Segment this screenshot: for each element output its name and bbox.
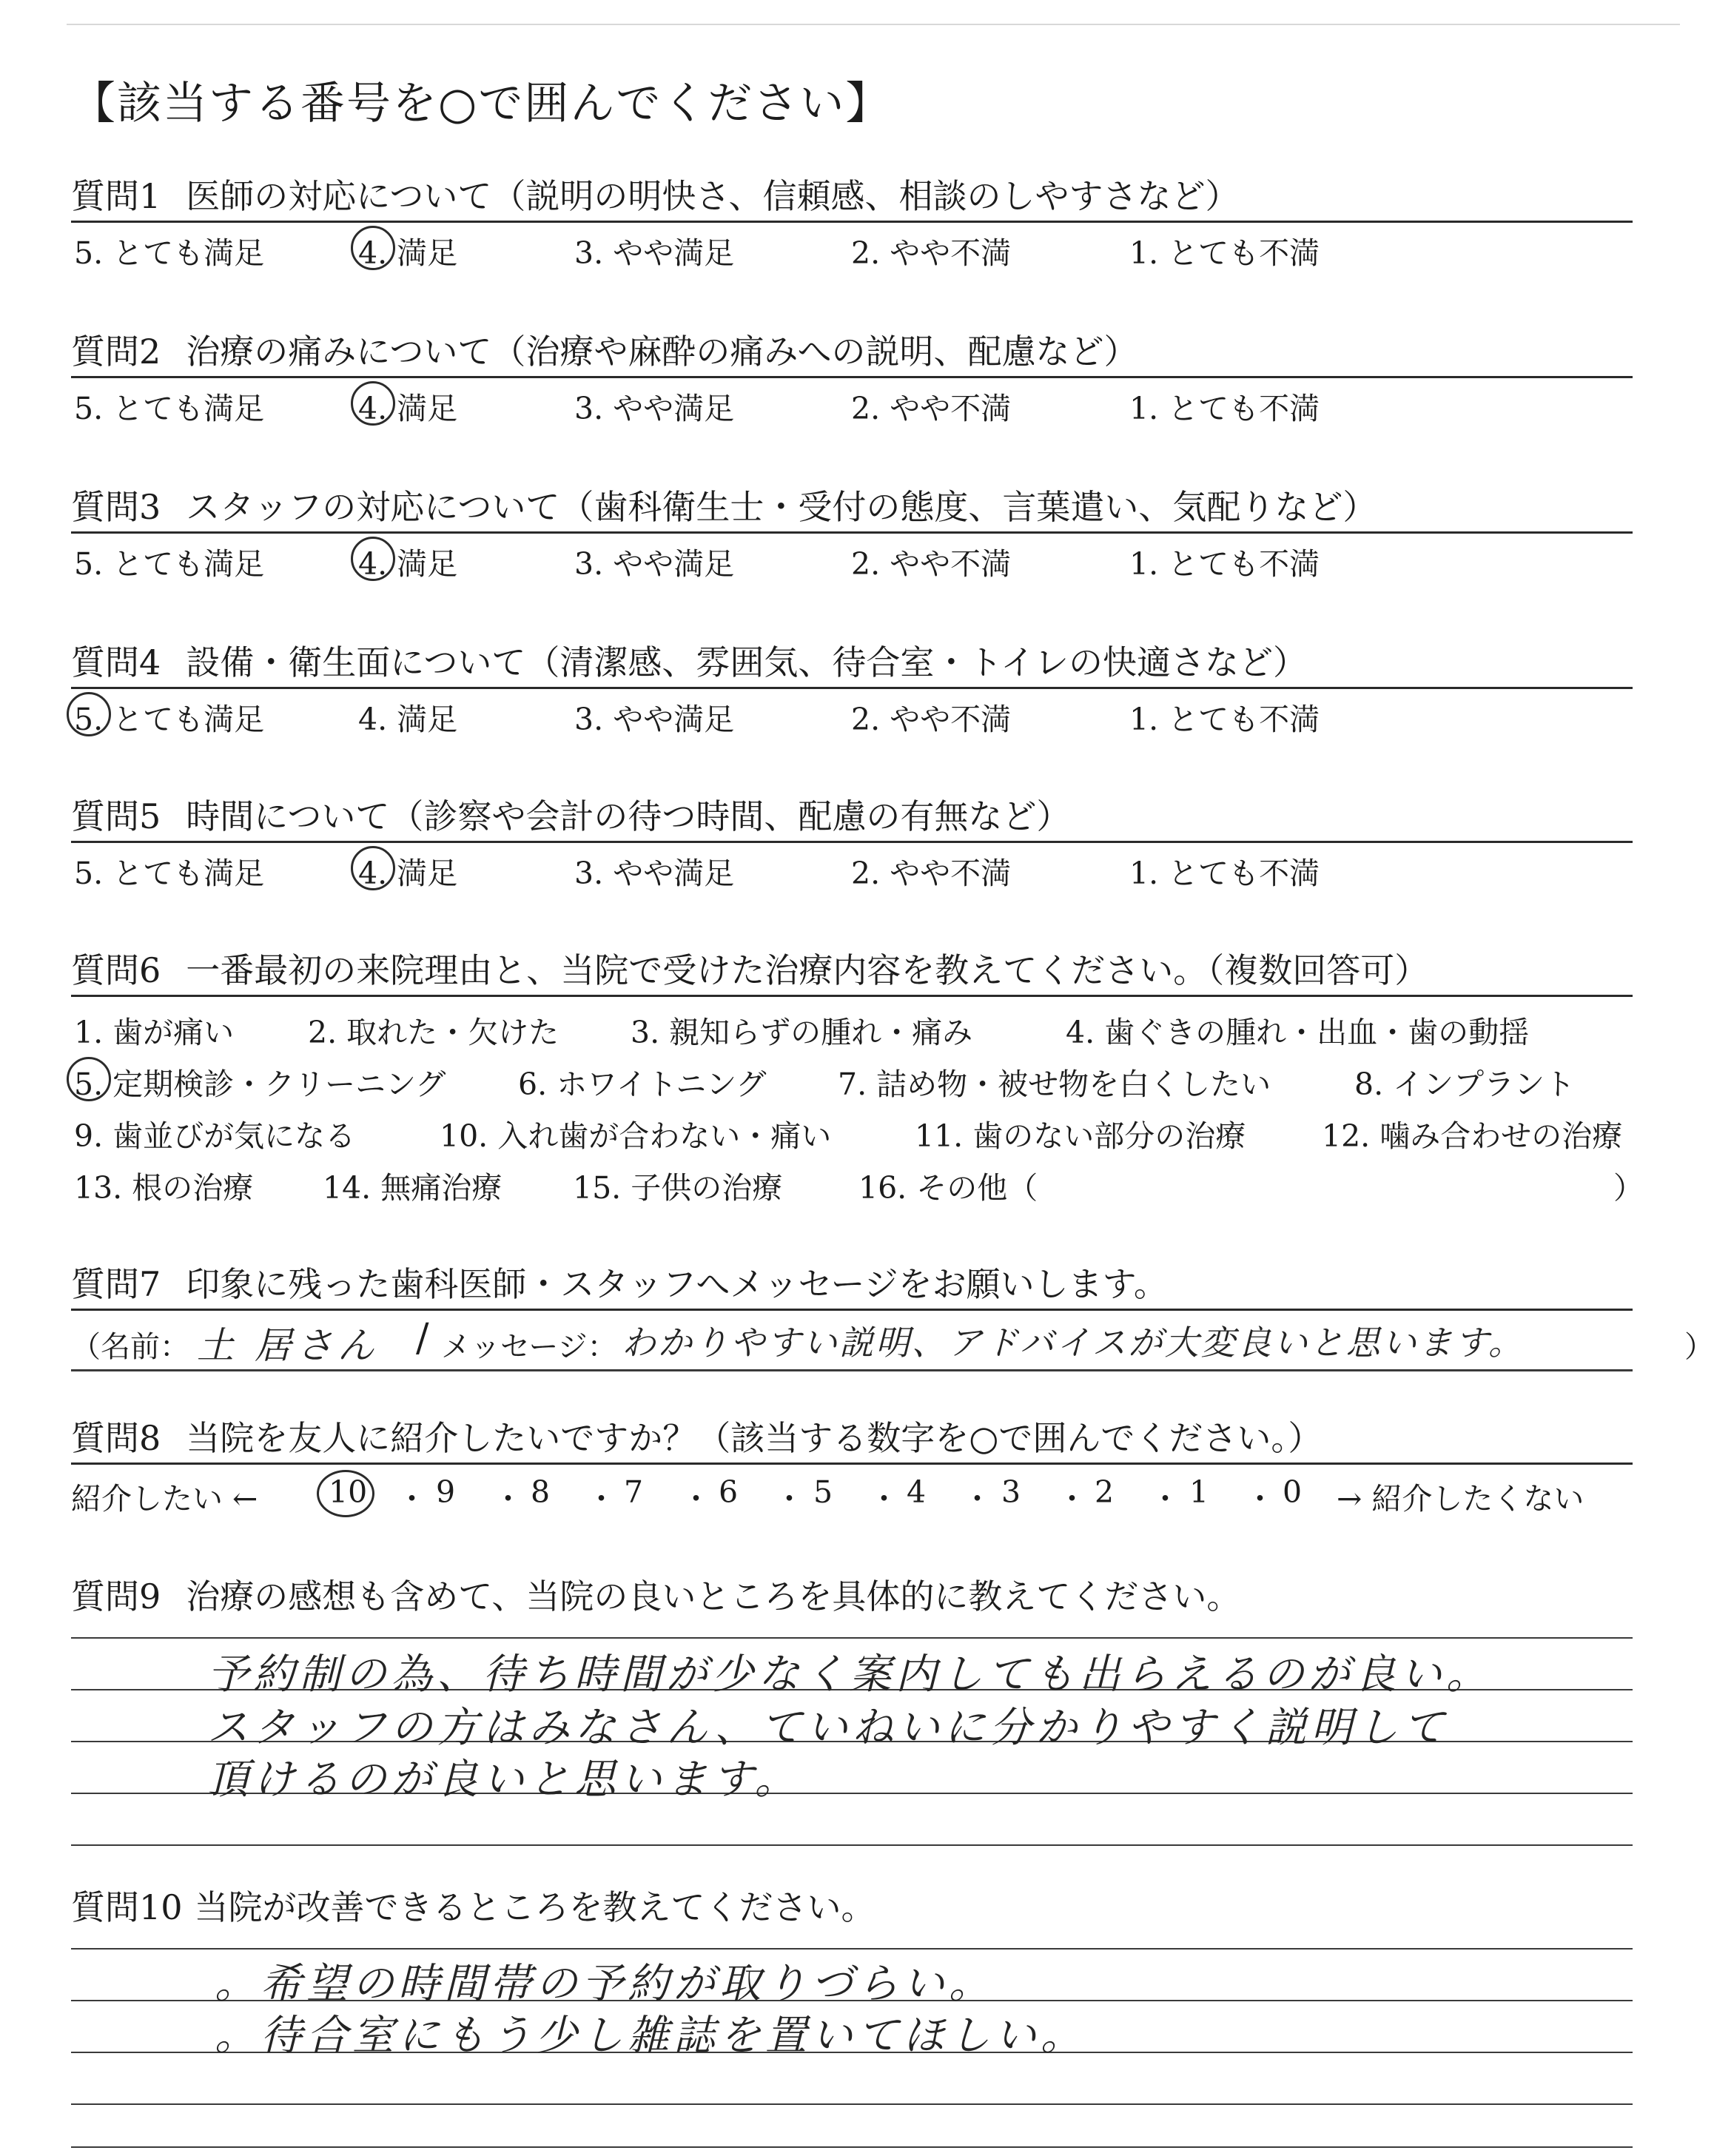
underline <box>71 221 1633 223</box>
option-5[interactable]: 5. とても満足 <box>74 235 265 271</box>
option-1[interactable]: 1. とても不満 <box>1129 856 1320 891</box>
reason-11[interactable]: 11. 歯のない部分の治療 <box>915 1118 1246 1154</box>
scale-separator: ・ <box>397 1481 427 1517</box>
option-2[interactable]: 2. やや不満 <box>851 235 1012 271</box>
question-title: 治療の感想も含めて、当院の良いところを具体的に教えてください。 <box>186 1576 1241 1616</box>
question-number: 質問2 <box>71 332 161 372</box>
message-close-paren: ） <box>1684 1330 1714 1364</box>
reason-5[interactable]: 5. 定期検診・クリーニング <box>74 1060 446 1104</box>
scale-7[interactable]: 7 <box>623 1474 644 1510</box>
option-3[interactable]: 3. やや満足 <box>574 235 735 271</box>
name-slash: / <box>416 1316 429 1360</box>
option-2[interactable]: 2. やや不満 <box>851 702 1012 737</box>
message-line <box>71 1316 1714 1368</box>
reason-7[interactable]: 7. 詰め物・被せ物を白くしたい <box>838 1067 1271 1102</box>
handwritten-improvement-line-2[interactable]: 。待合室にもう少し雑誌を置いてほしい。 <box>215 2012 1086 2060</box>
options <box>71 695 1633 739</box>
reason-8[interactable]: 8. インプラント <box>1354 1067 1576 1102</box>
message-underline <box>71 1369 1633 1371</box>
underline <box>71 841 1633 843</box>
scale-10[interactable]: 10 <box>329 1474 368 1510</box>
question-8 <box>71 1417 1633 1465</box>
option-4[interactable]: 4. 満足 <box>358 540 457 583</box>
question-title: 医師の対応について（説明の明快さ、信頼感、相談のしやすさなど） <box>186 176 1240 216</box>
option-4[interactable]: 4. 満足 <box>358 384 457 428</box>
question-title: 当院を友人に紹介したいですか？（該当する数字を○で囲んでください。） <box>186 1418 1323 1458</box>
scale-separator: ・ <box>774 1481 804 1517</box>
question-number: 質問3 <box>71 487 161 527</box>
question-number: 質問5 <box>71 796 161 836</box>
reason-2[interactable]: 2. 取れた・欠けた <box>308 1015 559 1050</box>
option-2[interactable]: 2. やや不満 <box>851 856 1012 891</box>
reason-6[interactable]: 6. ホワイトニング <box>518 1067 767 1102</box>
question-number: 質問4 <box>71 642 161 682</box>
underline <box>71 1309 1633 1311</box>
handwritten-improvement-line-1[interactable]: 。希望の時間帯の予約が取りづらい。 <box>215 1960 995 2008</box>
option-3[interactable]: 3. やや満足 <box>574 856 735 891</box>
question-title: 一番最初の来院理由と、当院で受けた治療内容を教えてください。（複数回答可） <box>186 950 1429 990</box>
options <box>71 540 1633 584</box>
question-number: 質問7 <box>71 1264 161 1304</box>
option-4[interactable]: 4. 満足 <box>358 702 458 737</box>
scale-separator: ・ <box>869 1481 899 1517</box>
reason-1[interactable]: 1. 歯が痛い <box>74 1015 235 1050</box>
scale-9[interactable]: 9 <box>435 1474 456 1510</box>
option-1[interactable]: 1. とても不満 <box>1129 546 1320 582</box>
scale-4[interactable]: 4 <box>906 1474 927 1510</box>
question-6 <box>71 949 1633 997</box>
question-1 <box>71 175 1633 273</box>
question-number: 質問10 <box>71 1887 183 1927</box>
question-4 <box>71 641 1633 739</box>
recommend-scale <box>71 1474 1633 1519</box>
option-5[interactable]: 5. とても満足 <box>74 546 265 582</box>
reason-14[interactable]: 14. 無痛治療 <box>323 1170 503 1206</box>
question-10 <box>71 1886 1633 1929</box>
underline <box>71 376 1633 378</box>
scale-5[interactable]: 5 <box>813 1474 833 1510</box>
handwritten-answer-line-3[interactable]: 頂けるのが良いと思います。 <box>207 1756 801 1804</box>
handwritten-name[interactable]: 土 居さん <box>197 1324 379 1367</box>
underline <box>71 531 1633 534</box>
scale-6[interactable]: 6 <box>718 1474 739 1510</box>
scale-separator: ・ <box>1245 1481 1275 1517</box>
scale-separator: ・ <box>681 1481 711 1517</box>
handwritten-message[interactable]: わかりやすい説明、アドバイスが大変良いと思います。 <box>622 1323 1525 1363</box>
writing-line <box>71 1844 1633 1846</box>
reason-16[interactable]: 16. その他（ <box>858 1170 1038 1206</box>
scale-separator: ・ <box>1057 1481 1087 1517</box>
question-5 <box>71 795 1633 893</box>
scale-separator: ・ <box>1150 1481 1180 1517</box>
question-number: 質問9 <box>71 1576 161 1616</box>
reason-4[interactable]: 4. 歯ぐきの腫れ・出血・歯の動揺 <box>1066 1015 1530 1050</box>
option-4[interactable]: 4. 満足 <box>358 849 457 893</box>
option-2[interactable]: 2. やや不満 <box>851 546 1012 582</box>
options <box>71 849 1633 893</box>
question-title: 設備・衛生面について（清潔感、雰囲気、待合室・トイレの快適さなど） <box>186 642 1308 682</box>
message-label: メッセージ： <box>441 1330 617 1364</box>
question-number: 質問1 <box>71 176 161 216</box>
reason-12[interactable]: 12. 噛み合わせの治療 <box>1322 1118 1623 1154</box>
scale-separator: ・ <box>493 1481 523 1517</box>
reason-9[interactable]: 9. 歯並びが気になる <box>74 1118 356 1154</box>
top-rule <box>67 24 1680 25</box>
option-3[interactable]: 3. やや満足 <box>574 391 735 426</box>
scale-1[interactable]: 1 <box>1189 1474 1209 1510</box>
option-5[interactable]: 5. とても満足 <box>74 695 264 739</box>
scale-left-label: 紹介したい ← <box>71 1481 258 1517</box>
scale-separator: ・ <box>586 1481 616 1517</box>
question-title: 当院が改善できるところを教えてください。 <box>194 1887 876 1927</box>
underline <box>71 995 1633 997</box>
reason-16-close-paren: ） <box>1613 1170 1644 1206</box>
question-7 <box>71 1263 1633 1311</box>
question-3 <box>71 486 1633 584</box>
question-9 <box>71 1575 1633 1618</box>
reason-3[interactable]: 3. 親知らずの腫れ・痛み <box>631 1015 973 1050</box>
option-5[interactable]: 5. とても満足 <box>74 856 265 891</box>
writing-line <box>71 1948 1633 1950</box>
question-number: 質問6 <box>71 950 161 990</box>
scale-3[interactable]: 3 <box>1001 1474 1021 1510</box>
option-3[interactable]: 3. やや満足 <box>574 702 735 737</box>
reason-13[interactable]: 13. 根の治療 <box>74 1170 254 1206</box>
option-2[interactable]: 2. やや不満 <box>851 391 1012 426</box>
question-title: 治療の痛みについて（治療や麻酔の痛みへの説明、配慮など） <box>186 332 1138 372</box>
option-1[interactable]: 1. とても不満 <box>1129 702 1320 737</box>
scale-0[interactable]: 0 <box>1282 1474 1303 1510</box>
option-1[interactable]: 1. とても不満 <box>1129 235 1320 271</box>
writing-line <box>71 2146 1633 2148</box>
option-1[interactable]: 1. とても不満 <box>1129 391 1320 426</box>
writing-line <box>71 1637 1633 1639</box>
writing-line <box>71 2103 1633 2105</box>
scale-2[interactable]: 2 <box>1094 1474 1115 1510</box>
form-instruction-header: 【該当する番号を○で囲んでください】 <box>71 78 892 130</box>
handwritten-answer-line-2[interactable]: スタッフの方はみなさん、ていねいに分かりやすく説明して <box>207 1704 1449 1752</box>
reason-10[interactable]: 10. 入れ歯が合わない・痛い <box>440 1118 832 1154</box>
question-title: スタッフの対応について（歯科衛生士・受付の態度、言葉遣い、気配りなど） <box>186 487 1377 527</box>
options <box>71 384 1633 429</box>
underline <box>71 1462 1633 1465</box>
option-5[interactable]: 5. とても満足 <box>74 391 265 426</box>
question-number: 質問8 <box>71 1418 161 1458</box>
option-4[interactable]: 4. 満足 <box>358 229 457 272</box>
question-title: 印象に残った歯科医師・スタッフへメッセージをお願いします。 <box>186 1264 1168 1304</box>
underline <box>71 687 1633 689</box>
question-2 <box>71 330 1633 429</box>
options <box>71 229 1633 273</box>
option-3[interactable]: 3. やや満足 <box>574 546 735 582</box>
question-title: 時間について（診察や会計の待つ時間、配慮の有無など） <box>186 796 1071 836</box>
scale-8[interactable]: 8 <box>530 1474 551 1510</box>
handwritten-answer-line-1[interactable]: 予約制の為、待ち時間が少なく案内しても出らえるのが良い。 <box>207 1650 1492 1699</box>
name-label: （名前： <box>71 1330 189 1364</box>
scale-separator: ・ <box>962 1481 992 1517</box>
scale-right-label: → 紹介したくない <box>1337 1481 1584 1517</box>
reason-15[interactable]: 15. 子供の治療 <box>573 1170 783 1206</box>
